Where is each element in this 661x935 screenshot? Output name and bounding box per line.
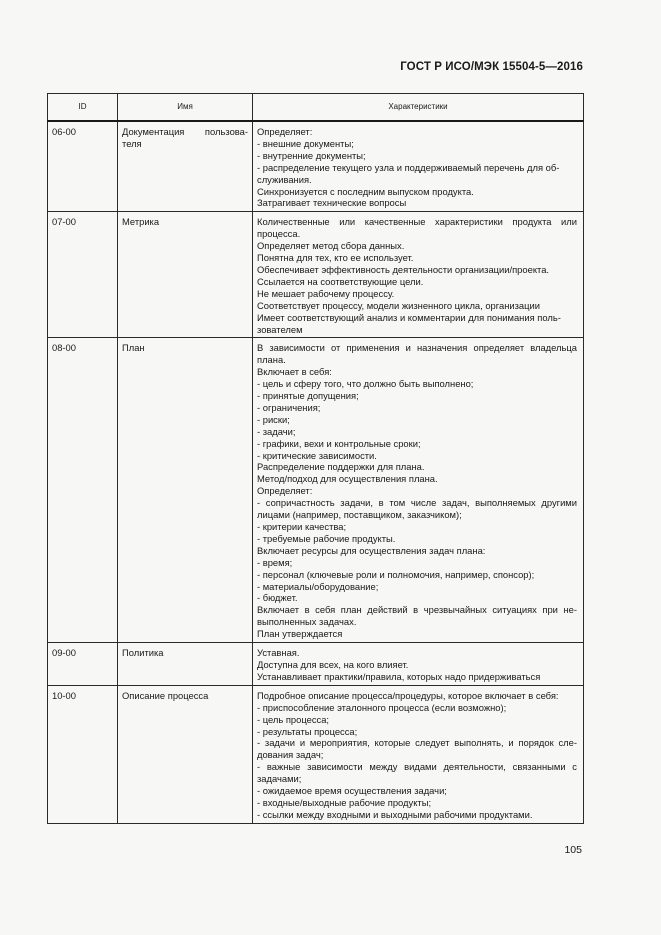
column-header-name: Имя — [118, 94, 253, 122]
row-characteristics — [253, 121, 584, 212]
characteristic-line: лицами (например, поставщиком, заказчиком); — [257, 509, 462, 521]
characteristic-line: - персонал (ключевые роли и полномочия, например, спонсор); — [257, 568, 535, 580]
characteristic-line: - принятые допущения; — [257, 390, 359, 402]
characteristic-line: - входные/выходные рабочие продукты; — [257, 796, 432, 808]
row-name-text: Политика — [122, 647, 164, 659]
characteristic-line: зователем — [257, 323, 303, 335]
characteristic-line: Обеспечивает эффективность деятельности организации/проекта. — [257, 263, 550, 275]
row-characteristics — [253, 643, 584, 686]
row-characteristics — [253, 212, 584, 338]
characteristic-line: Количественные или качественные характеристики продукта или — [257, 216, 577, 228]
characteristic-line: - ограничения; — [257, 401, 321, 413]
characteristic-line: - цель процесса; — [257, 713, 330, 725]
characteristic-line: - приспособление эталонного процесса (если возможно); — [257, 701, 507, 713]
characteristic-line: Определяет: — [257, 126, 313, 137]
characteristic-line: - задачи; — [257, 425, 296, 437]
characteristic-line: Включает в себя: — [257, 366, 332, 378]
row-id: 07-00 — [48, 212, 118, 338]
characteristic-line: - сопричастность задачи, в том числе задач, выполняемых другими — [257, 497, 577, 509]
characteristic-line: - время; — [257, 556, 293, 568]
characteristic-line: Определяет: — [257, 485, 313, 497]
row-id: 06-00 — [48, 121, 118, 212]
characteristic-line: - ожидаемое время осуществления задачи; — [257, 785, 447, 797]
characteristic-line: - задачи и мероприятия, которые следует выполнять, и порядок сле- — [257, 737, 577, 749]
characteristic-line: Затрагивает технические вопросы — [257, 197, 407, 209]
row-name-text: Документация пользова- теля — [122, 126, 248, 149]
characteristic-line: Имеет соответствующий анализ и комментарии для понимания поль- — [257, 311, 561, 323]
characteristic-line: - графики, вехи и контрольные сроки; — [257, 437, 421, 449]
characteristic-line: Устанавливает практики/правила, которых надо придерживаться — [257, 670, 541, 682]
work-products-table — [47, 93, 584, 824]
table-row — [48, 212, 584, 338]
document-header: ГОСТ Р ИСО/МЭК 15504-5—2016 — [400, 61, 583, 73]
characteristic-line: выполненных задачах. — [257, 616, 357, 628]
characteristic-line: задачами; — [257, 773, 302, 785]
characteristic-line: - бюджет. — [257, 592, 298, 604]
characteristic-line: плана. — [257, 354, 286, 366]
characteristic-line: Включает ресурсы для осуществления задач плана: — [257, 544, 486, 556]
row-name — [118, 212, 253, 338]
characteristic-line: служивания. — [257, 173, 312, 185]
characteristic-line: Ссылается на соответствующие цели. — [257, 275, 424, 287]
characteristic-line: Синхронизуется с последним выпуском продукта. — [257, 185, 474, 197]
row-name-text: План — [122, 342, 145, 354]
characteristic-line: Распределение поддержки для плана. — [257, 461, 425, 473]
row-name-text: Описание процесса — [122, 689, 209, 701]
row-name — [118, 338, 253, 643]
characteristic-line: - внешние документы; — [257, 137, 354, 149]
characteristic-line: Понятна для тех, кто ее использует. — [257, 252, 414, 264]
characteristic-line: Определяет метод сбора данных. — [257, 240, 405, 252]
characteristic-line: Соответствует процессу, модели жизненного цикла, организации — [257, 299, 540, 311]
characteristic-line: План утверждается — [257, 628, 343, 640]
row-id: 10-00 — [48, 685, 118, 823]
characteristic-line: В зависимости от применения и назначения определяет владельца — [257, 342, 577, 354]
characteristic-line: Подробное описание процесса/процедуры, которое включает в себя: — [257, 689, 559, 701]
row-id: 09-00 — [48, 643, 118, 686]
characteristic-line: Не мешает рабочему процессу. — [257, 287, 395, 299]
characteristic-line: дования задач; — [257, 749, 324, 761]
characteristic-line: - критерии качества; — [257, 521, 347, 532]
characteristic-line: - критические зависимости. — [257, 449, 377, 461]
characteristic-line: Доступна для всех, на кого влияет. — [257, 658, 409, 670]
row-name-text: Метрика — [122, 216, 160, 228]
table-row — [48, 338, 584, 643]
table-row — [48, 643, 584, 686]
row-name — [118, 121, 253, 212]
table-row — [48, 121, 584, 212]
row-characteristics — [253, 685, 584, 823]
page-number: 105 — [564, 844, 582, 856]
column-header-id: ID — [48, 94, 118, 122]
characteristic-line: Включает в себя план действий в чрезвычайных ситуациях при не- — [257, 604, 577, 616]
characteristic-line: - результаты процесса; — [257, 725, 358, 737]
characteristic-line: - внутренние документы; — [257, 149, 366, 161]
characteristic-line: - требуемые рабочие продукты. — [257, 532, 396, 544]
characteristic-line: процесса. — [257, 228, 301, 240]
table-row — [48, 685, 584, 823]
characteristic-line: - материалы/оборудование; — [257, 580, 379, 592]
characteristic-line: Уставная. — [257, 647, 300, 659]
row-id: 08-00 — [48, 338, 118, 643]
characteristic-line: - важные зависимости между видами деятельности, связанными с — [257, 761, 577, 773]
row-characteristics — [253, 338, 584, 643]
row-name — [118, 685, 253, 823]
characteristic-line: - ссылки между входными и выходными рабочими продуктами. — [257, 808, 533, 820]
characteristic-line: Метод/подход для осуществления плана. — [257, 473, 438, 485]
characteristic-line: - распределение текущего узла и поддерживаемый перечень для об- — [257, 161, 560, 173]
row-name — [118, 643, 253, 686]
column-header-characteristics: Характеристики — [253, 94, 584, 122]
characteristic-line: - риски; — [257, 413, 290, 425]
characteristic-line: - цель и сферу того, что должно быть выполнено; — [257, 378, 474, 390]
table-header-row — [48, 94, 584, 122]
